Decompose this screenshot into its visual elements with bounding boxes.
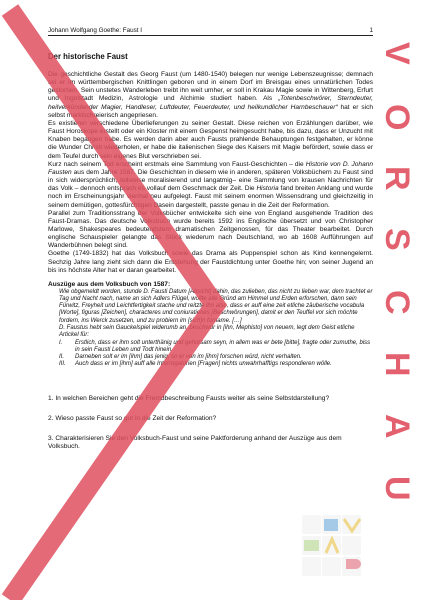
logo-shape-c xyxy=(304,540,319,551)
paragraph-text: Die geschichtliche Gestalt des Georg Faust (um 1480-1540) belegen nur wenige Lebenszeugnisse; demnach sei er im württembergischen Knittlingen geboren und in einem Dorf im Breisgau eines unnatürlichen Todes gestorben. Sein unstetes Wanderleben treibt ihn weit umher, er soll in Krakau Magie sowie in Wittenberg, Erfurt und Ingolstadt Medizin, Astrologie und Alchimie studiert haben. Als xyxy=(48,71,373,103)
paragraph-text: Goethe (1749-1832) hat das Volksbuch sowie das Drama als Puppenspiel schon als Kind kennengelernt. Sechzig Jahre lang zieht sich dann die Entstehung der Faustdichtung unter Goethe hin; von seiner Jugend an bis ins höchste Alter hat er daran gearbeitet. xyxy=(48,250,373,274)
publisher-logo xyxy=(302,515,362,579)
article-number: II. xyxy=(59,354,65,361)
paragraph xyxy=(48,210,373,251)
logo-tile-7 xyxy=(302,557,321,576)
watermark-letter-8: U xyxy=(378,476,416,501)
excerpt-articles xyxy=(59,340,373,369)
watermark-letter-6: H xyxy=(378,352,416,377)
page-header xyxy=(48,24,373,36)
excerpt-article xyxy=(59,340,373,354)
watermark-letter-4: S xyxy=(378,228,416,251)
paragraph-italic: Historia xyxy=(256,185,279,193)
paragraph-text: Kurz nach seinem Tod erscheint erstmals eine Sammlung von Faust-Geschichten – die xyxy=(48,160,306,168)
excerpt-title: Auszüge aus dem Volksbuch von 1587: xyxy=(48,280,171,288)
excerpt-article xyxy=(59,361,373,368)
article-number: III. xyxy=(59,361,66,368)
article-text: Darneben solt er im [ihm] das jenig, so er von im [ihm] forschen würd, nicht verhalten. xyxy=(75,354,302,361)
logo-shape-e xyxy=(346,559,361,569)
excerpt-second: D. Faustus hebt sein Gauckelspiel widerumb an, beschwur in [ihn, Mephisto] von neuem, legt dem Geist etliche Artickel für: xyxy=(59,324,355,338)
body-text xyxy=(48,71,373,275)
paragraph xyxy=(48,71,373,120)
questions xyxy=(48,395,373,451)
paragraph-text: hat er sich selbst marktschreierisch angepriesen. xyxy=(48,103,373,119)
page-number: 1 xyxy=(369,27,373,34)
paragraph xyxy=(48,161,373,210)
excerpt-article xyxy=(59,354,373,361)
question-1: 1. In welchen Bereichen geht die Fremdbeschreibung Fausts weiter als seine Selbstdarstellung? xyxy=(48,394,330,402)
header-title: Johann Wolfgang Goethe: Faust I xyxy=(48,27,143,34)
logo-shape-a xyxy=(324,519,338,531)
paragraph xyxy=(48,120,373,161)
paragraph-text: Es existieren verschiedene Überlieferungen zu seiner Gestalt. Diese reichen von Erzählungen darüber, wie Faust Horoskope erstellt oder ein Kloster mit einem Gespenst heimgesucht habe, bis dazu, dass er Unzucht mit Knaben begangen habe. Es werden darin aber auch Fausts prahlende Behauptungen festgehalten, er könne die Wunder Christi wiederholen, er habe die italienischen Siege des Kaisers mit Magie befördert, sowie dass er dem Teufel durch sein eigenes Blut verschrieben sei. xyxy=(48,119,373,160)
question-2: 2. Wieso passte Faust so gut in die Zeit der Reformation? xyxy=(48,414,217,422)
watermark-letter-1: V xyxy=(378,42,416,65)
logo-tile-6 xyxy=(342,536,361,555)
paragraph xyxy=(48,250,373,274)
article-number: I. xyxy=(59,340,63,346)
main-content xyxy=(48,45,373,463)
watermark-letter-2: O xyxy=(378,104,416,131)
watermark-letter-3: R xyxy=(378,166,416,191)
section-title: Der historische Faust xyxy=(48,52,128,61)
excerpt-block xyxy=(48,289,373,369)
article-text: Auch dass er im [ihm] auff alle Interrogatorien [Fragen] nichts unwahrhafftigs respondieren wölle. xyxy=(75,361,332,368)
paragraph-italic: Historie von D. Johann Fausten xyxy=(48,160,373,176)
paragraph-italic: „Totenbeschwörer, Sterndeuter, heilverkündender Magier, Handleser, Luftdeuter, Feuerdeuter, und heilkundlicher Harnbeschauer“ xyxy=(48,95,373,111)
paragraph-text: aus dem Jahre 1587. Die Geschichten in diesem wie in anderen, späteren Volksbüchern zu Faust sind in sich widersprüchlich, teilweise moralisierend und langatmig– eine Sammlung von krausen Nachrichten für das Volk – dennoch entsprach es vollauf dem Geschmack der Zeit. Die xyxy=(48,168,373,193)
excerpt-intro: Wie obgemeldt worden, stunde D. Fausti Datum [Absicht] dahin, das zulieben, das nicht zu lieben war, dem trachtet er Tag und Nacht nach, name an sich Adlers Flügel, wollte alle Gründ am Himmel und Erden erforschen, dann sein Fürwitz, Freyheit und Leichtfertigkeit stache und reitzte ihn also, dass er auff eine zeit etliche zäuberische vocabula [Worte], figuras [Zeichen], characteres und coniurationes [Beschwörungen], damit er den Teuffel vor sich möchte fordern, ins Werck zusetzen, und zu probiern im [sich]n fürname. […] xyxy=(59,288,373,324)
question-3: 3. Charakterisieren Sie den Volksbuch-Faust und seine Paktforderung anhand der Auszüge aus dem Volksbuch. xyxy=(48,434,342,450)
logo-tile-8 xyxy=(322,557,341,576)
paragraph-text: Parallel zum Traditionsstrang der Volksbücher entwickelte sich eine von England ausgehende Tradition des Faust-Dramas. Das deutsche Volksbuch wurde bereits 1592 ins Englische übersetzt und von Christopher Marlowe, Shakespeares bedeutendstem dramatischen Zeitgenossen, für das Theater bearbeitet. Durch englische Schauspieler gelangte das Stück wiederum nach Deutschland, wo ab 1608 Aufführungen auf Wanderbühnen belegt sind. xyxy=(48,209,373,250)
article-text: Erstlich, dass er ihm solt unterthänig und gehorsam seyn, in allem was er bete [bitte], fragte oder zumuthe, biss in sein Fausti Leben und Todt hinein. xyxy=(75,340,371,354)
paragraph-text: fand breiten Anklang und wurde noch im Erscheinungsjahr viermal neu aufgelegt. Faust mit seinem enormen Wissensdrang und gleichzeitig in seinem demütigen, gottesfürchtigen Dasein dargestellt, passte genau in die Zeit der Reformation. xyxy=(48,185,373,209)
watermark-letter-7: A xyxy=(378,414,416,439)
watermark-letter-5: C xyxy=(378,290,416,315)
logo-tile-1 xyxy=(302,515,321,534)
